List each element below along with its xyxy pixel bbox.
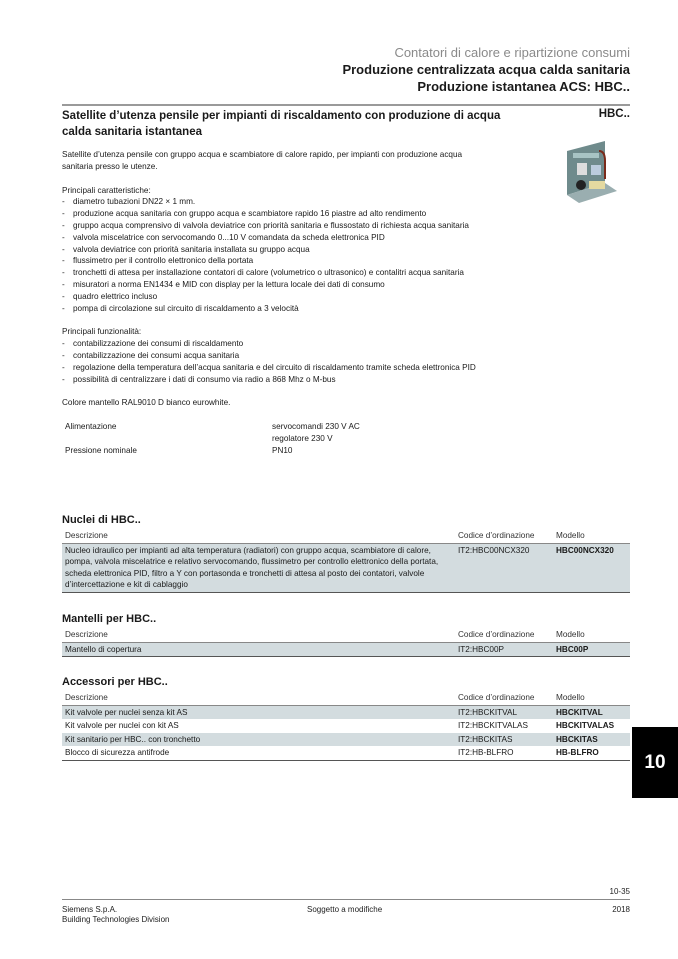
list-item: - gruppo acqua comprensivo di valvola deviatrice con priorità sanitaria e flussostato di richiesta acqua sanitaria [62,220,487,232]
table-accessori [62,676,630,761]
row-model: HBCKITVALAS [556,721,615,730]
features-list [62,196,487,314]
color-note: Colore mantello RAL9010 D bianco eurowhite. [62,398,231,408]
table-row [62,746,630,760]
col-model: Modello [556,630,585,639]
table-header [62,529,630,544]
spec-value: regolatore 230 V [272,433,333,443]
table-row [62,719,630,733]
row-model: HBCKITAS [556,734,598,744]
row-model: HBC00NCX320 [556,545,614,555]
row-desc: Mantello di copertura [65,644,142,654]
features-title: Principali caratteristiche: [62,185,151,195]
footer-divider [62,899,630,900]
functions-title: Principali funzionalità: [62,327,142,337]
col-desc: Descrizione [65,693,108,702]
row-code: IT2:HBCKITVAL [458,707,517,717]
table-header [62,691,630,706]
chapter-tab: 10 [632,727,678,798]
row-desc: Blocco di sicurezza antifrode [65,748,170,757]
table-row [62,643,630,657]
row-model: HBCKITVAL [556,707,603,717]
row-model: HB-BLFRO [556,748,599,757]
list-item: - tronchetti di attesa per installazione contatori di calore (volumetrico o ultrasonico) e contalitri acqua sanitaria [62,267,487,279]
list-item: - valvola miscelatrice con servocomando 0...10 V comandata da scheda elettronica PID [62,232,487,244]
col-code: Codice d’ordinazione [458,630,535,639]
page-number: 10-35 [609,887,630,896]
col-code: Codice d’ordinazione [458,693,535,702]
row-model: HBC00P [556,644,589,654]
spec-value: servocomandi 230 V AC [272,422,360,432]
footer-company [62,905,169,925]
order-table [62,691,630,761]
list-item: - misuratori a norma EN1434 e MID con display per la lettura locale dei dati di consumo [62,279,487,291]
col-desc: Descrizione [65,630,108,639]
row-desc: Kit valvole per nuclei con kit AS [65,721,179,730]
specs-table [62,421,487,456]
company-name: Siemens S.p.A. [62,905,118,914]
order-table [62,529,630,593]
header-product-line: Produzione istantanea ACS: HBC.. [417,79,630,94]
list-item: - valvola deviatrice con priorità sanitaria installata su gruppo acqua [62,244,487,256]
table-header [62,628,630,643]
intro-text: Satellite d’utenza pensile con gruppo acqua e scambiatore di calore rapido, per impianti con produzione acqua sanitaria presso le utenze. [62,150,463,171]
row-desc: Kit sanitario per HBC.. con tronchetto [65,734,201,744]
list-item: - contabilizzazione dei consumi di riscaldamento [62,338,487,350]
list-item: - pompa di circolazione sul circuito di riscaldamento a 3 velocità [62,303,487,315]
list-item: - possibilità di centralizzare i dati di consumo via radio a 868 Mhz o M-bus [62,374,487,386]
list-item: - quadro elettrico incluso [62,291,487,303]
functions-list [62,338,487,385]
row-code: IT2:HB-BLFRO [458,748,514,757]
col-desc: Descrizione [65,531,108,540]
row-code: IT2:HBCKITVALAS [458,721,528,730]
table-row [62,733,630,747]
list-item: - regolazione della temperatura dell’acqua sanitaria e del circuito di riscaldamento tramite scheda elettronica PID [62,362,487,374]
list-item: - flussimetro per il controllo elettronico della portata [62,255,487,267]
table-nuclei [62,514,630,593]
product-title: Satellite d’utenza pensile per impianti di riscaldamento con produzione di acqua calda sanitaria istantanea [62,110,501,138]
spec-value: PN10 [272,445,293,455]
list-item: - contabilizzazione dei consumi acqua sanitaria [62,350,487,362]
section-title: Mantelli per HBC.. [62,613,157,625]
product-photo [555,133,625,203]
footer-year: 2018 [612,905,630,914]
product-description [62,149,487,457]
row-code: IT2:HBCKITAS [458,734,513,744]
row-code: IT2:HBC00P [458,644,504,654]
division-name: Building Technologies Division [62,915,170,924]
col-model: Modello [556,531,585,540]
header-subtitle: Produzione centralizzata acqua calda sanitaria [342,62,630,77]
section-title: Accessori per HBC.. [62,676,168,688]
divider [62,104,630,106]
list-item: - diametro tubazioni DN22 × 1 mm. [62,196,487,208]
row-desc: Kit valvole per nuclei senza kit AS [65,707,188,717]
table-row [62,706,630,720]
table-row [62,544,630,592]
row-desc: Nucleo idraulico per impianti ad alta temperatura (radiatori) con gruppo acqua, scambiatore di calore, pompa, valvola miscelatrice e relativo servocomando, flussimetro per controllo elettronico della portata, scheda elettronica PID, filtro a Y con portasonda e tronchetti di attesa al posto dei contatori, valvole d’intercettazione e kit di cablaggio [65,545,439,589]
spec-label: Pressione nominale [65,445,137,455]
header-category: Contatori di calore e ripartizione consumi [394,45,630,60]
spec-label: Alimentazione [65,422,117,432]
section-title: Nuclei di HBC.. [62,514,141,526]
list-item: - produzione acqua sanitaria con gruppo acqua e scambiatore rapido 16 piastre ad alto rendimento [62,208,487,220]
col-code: Codice d’ordinazione [458,531,535,540]
product-code: HBC.. [598,108,630,120]
table-mantelli [62,613,630,657]
footer-note: Soggetto a modifiche [307,905,383,914]
row-code: IT2:HBC00NCX320 [458,545,530,555]
col-model: Modello [556,693,585,702]
order-table [62,628,630,657]
